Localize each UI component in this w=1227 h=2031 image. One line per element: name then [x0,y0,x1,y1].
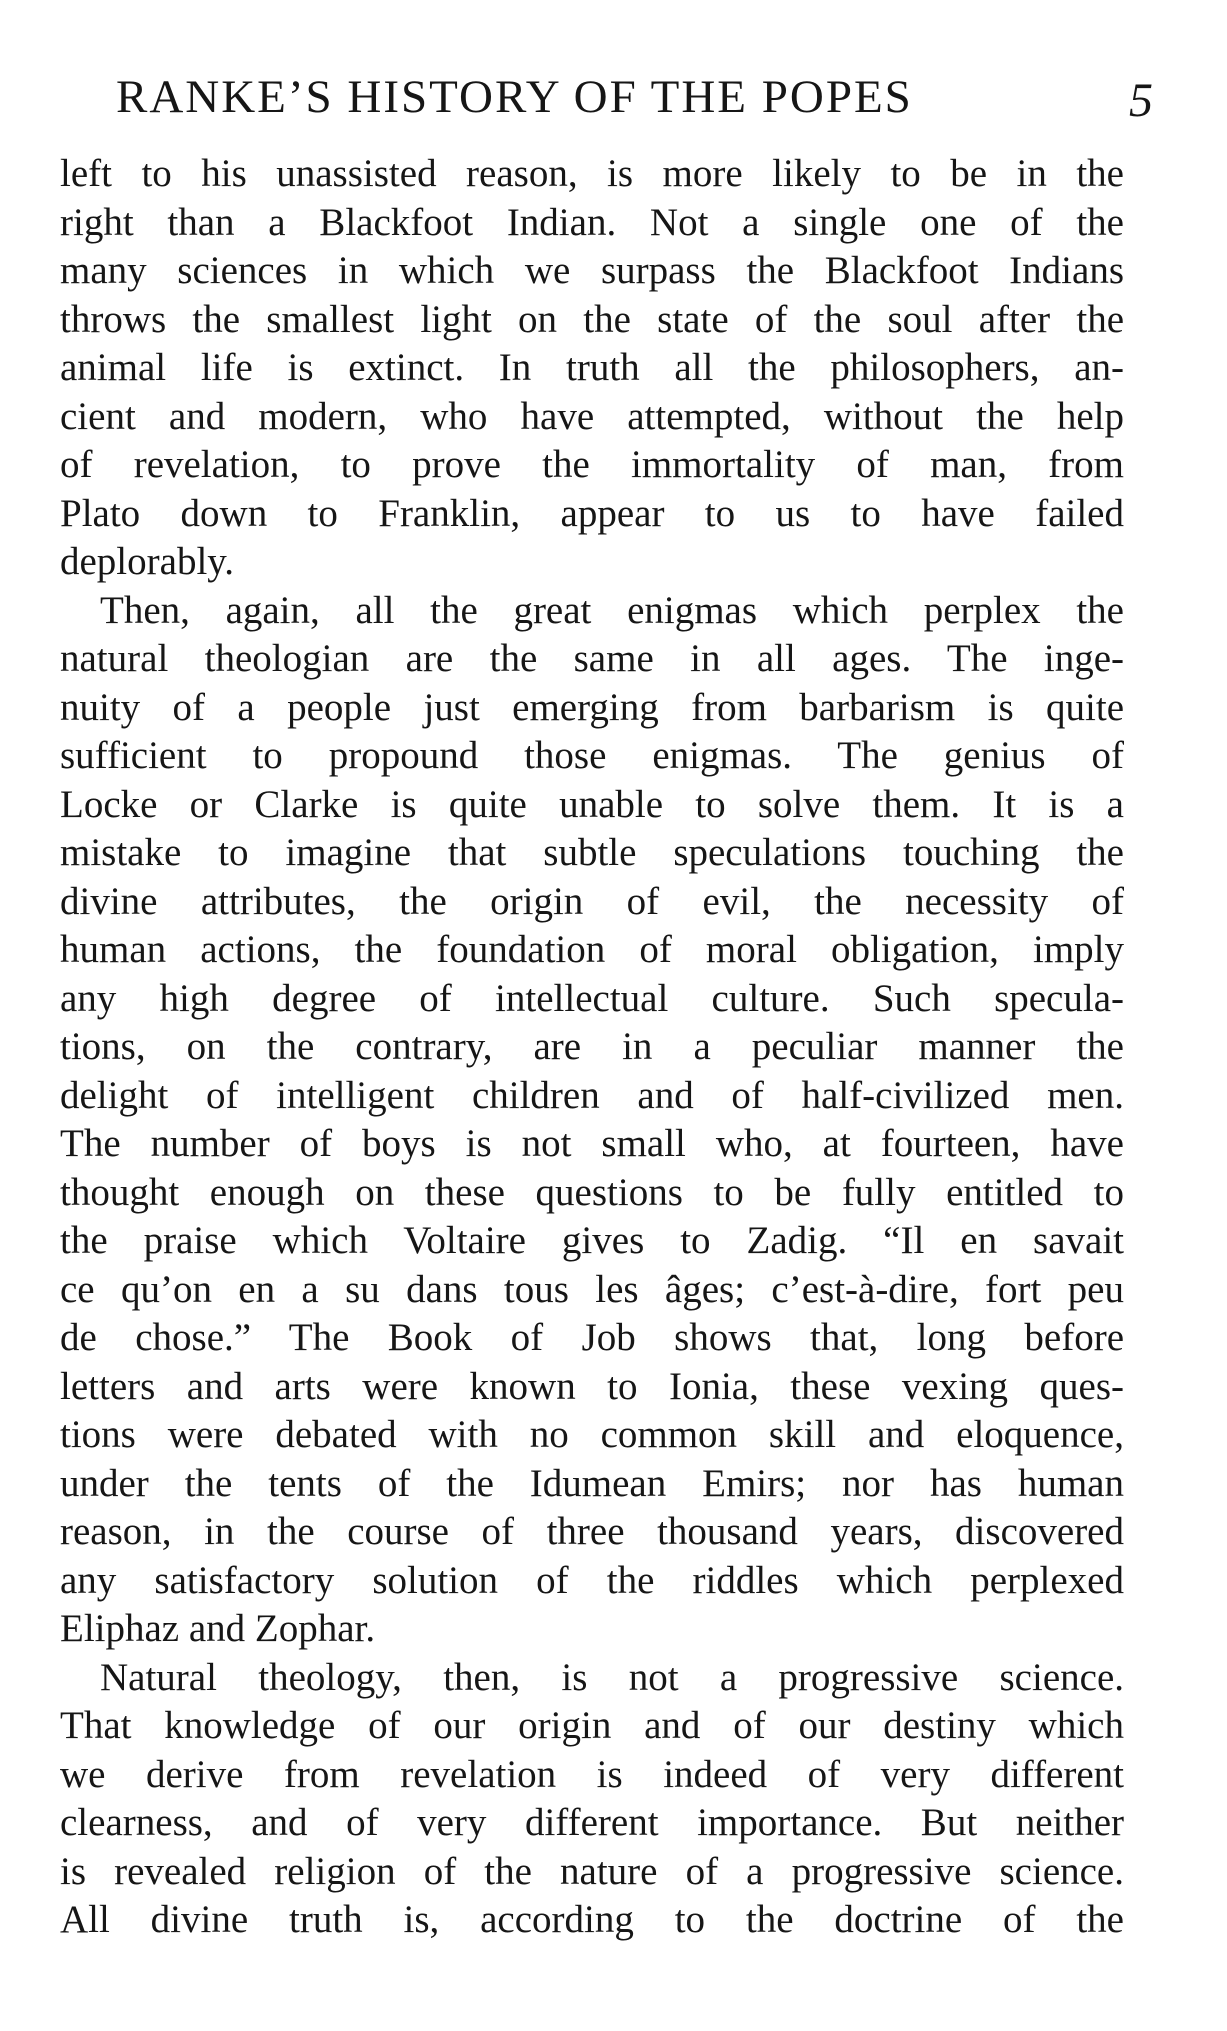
paragraph-2 [60,587,1124,1654]
text-line: Locke or Clarke is quite unable to solve them. It is a [60,782,1124,826]
page-number: 5 [1129,74,1153,127]
running-head [60,62,1167,132]
text-line: tions were debated with no common skill and eloquence, [60,1413,1124,1456]
text-line: many sciences in which we surpass the Blackfoot Indians [60,249,1124,292]
text-line: divine attributes, the origin of evil, the necessity of [60,879,1124,923]
text-line: Then, again, all the great enigmas which perplex the [100,588,1124,632]
text-line: All divine truth is, according to the doctrine of the [60,1898,1124,1941]
text-line: mistake to imagine that subtle speculations touching the [60,831,1124,874]
text-line: left to his unassisted reason, is more likely to be in the [60,152,1124,195]
text-line: clearness, and of very different importance. But neither [60,1801,1124,1844]
text-line: sufficient to propound those enigmas. The genius of [60,734,1124,777]
text-line: any high degree of intellectual culture. Such specula- [60,976,1124,1020]
text-line: cient and modern, who have attempted, without the help [60,394,1124,438]
body-text [60,150,1124,1945]
text-line: Eliphaz and Zophar. [60,1607,376,1650]
text-line: That knowledge of our origin and of our destiny which [60,1704,1124,1747]
text-line: human actions, the foundation of moral obligation, imply [60,928,1124,971]
text-line: ce qu’on en a su dans tous les âges; c’est-à-dire, fort peu [60,1267,1124,1311]
text-line: de chose.” The Book of Job shows that, long before [60,1316,1124,1359]
text-line: The number of boys is not small who, at fourteen, have [60,1122,1124,1165]
paragraph-1 [60,150,1124,587]
text-line: animal life is extinct. In truth all the philosophers, an- [60,346,1124,389]
text-line: right than a Blackfoot Indian. Not a single one of the [60,200,1124,244]
paragraph-3 [60,1654,1124,1945]
text-line: any satisfactory solution of the riddles which perplexed [60,1558,1124,1602]
text-line: thought enough on these questions to be fully entitled to [60,1170,1124,1214]
text-line: the praise which Voltaire gives to Zadig. “Il en savait [60,1219,1124,1262]
text-line: throws the smallest light on the state of the soul after the [60,297,1124,341]
text-line: under the tents of the Idumean Emirs; nor has human [60,1461,1124,1505]
text-line: Plato down to Franklin, appear to us to have failed [60,491,1124,535]
text-line: of revelation, to prove the immortality of man, from [60,443,1124,486]
text-line: delight of intelligent children and of half-civilized men. [60,1073,1124,1117]
text-line: deplorably. [60,540,234,583]
text-line: natural theologian are the same in all ages. The inge- [60,637,1124,680]
text-line: nuity of a people just emerging from barbarism is quite [60,685,1124,729]
text-line: Natural theology, then, is not a progressive science. [100,1655,1124,1699]
text-line: is revealed religion of the nature of a progressive science. [60,1849,1124,1893]
running-title: RANKE’S HISTORY OF THE POPES [116,71,913,123]
text-line: we derive from revelation is indeed of very different [60,1752,1124,1796]
text-line: tions, on the contrary, are in a peculiar manner the [60,1025,1124,1068]
text-line: letters and arts were known to Ionia, these vexing ques- [60,1364,1124,1408]
text-line: reason, in the course of three thousand years, discovered [60,1510,1124,1553]
